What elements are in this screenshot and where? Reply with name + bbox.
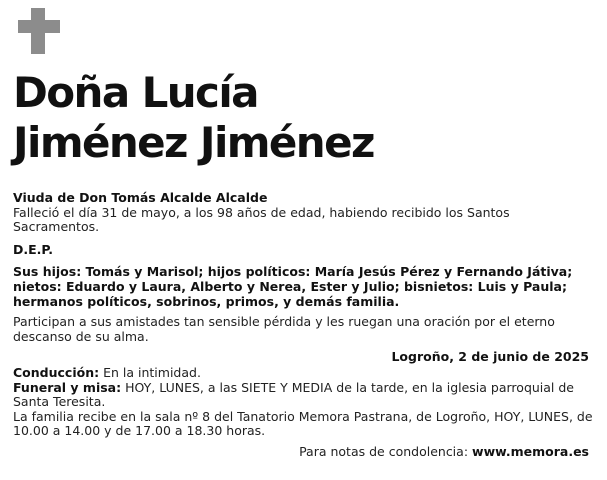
widow-line: Viuda de Don Tomás Alcalde Alcalde <box>13 190 268 205</box>
conduction-label: Conducción: <box>13 364 100 380</box>
visitation-info: La familia recibe en la sala nº 8 del Tanatorio Memora Pastrana, de Logroño, HOY, LUNES, de 10.00 a 14.00 y de 17.00 a 18.30 horas. <box>13 408 593 439</box>
rip-line: D.E.P. <box>13 241 54 257</box>
conduction-text: En la intimidad. <box>103 364 201 380</box>
prayer-request: Participan a sus amistades tan sensible pérdida y les ruegan una oración por el eterno descanso de su alma. <box>13 314 555 344</box>
condolence-line <box>13 445 593 460</box>
obituary-body <box>13 191 593 460</box>
cross-horizontal-bar <box>18 20 60 33</box>
funeral-label: Funeral y misa: <box>13 379 122 395</box>
funeral-text: HOY, LUNES, a las SIETE Y MEDIA de la tarde, en la iglesia parroquial de Santa Teresita. <box>13 379 574 410</box>
family-list: Sus hijos: Tomás y Marisol; hijos políticos: María Jesús Pérez y Fernando Játiva; nietos: Eduardo y Laura, Alberto y Nerea, Ester y Julio; bisnietos: Luis y Paula; hermanos políticos, sobrinos, primos, y demás familia. <box>13 264 573 309</box>
death-notice: Falleció el día 31 de mayo, a los 98 años de edad, habiendo recibido los Santos Sacramentos. <box>13 204 510 235</box>
condolence-label: Para notas de condolencia: <box>299 443 469 459</box>
place-date: Logroño, 2 de junio de 2025 <box>391 349 589 365</box>
latin-cross-icon <box>18 8 60 54</box>
conduction-line <box>13 366 593 381</box>
condolence-link[interactable]: www.memora.es <box>472 443 589 459</box>
deceased-name-line2: Jiménez Jiménez <box>13 118 374 167</box>
deceased-name <box>13 68 374 168</box>
funeral-line <box>13 381 593 410</box>
deceased-name-line1: Doña Lucía <box>13 68 258 117</box>
